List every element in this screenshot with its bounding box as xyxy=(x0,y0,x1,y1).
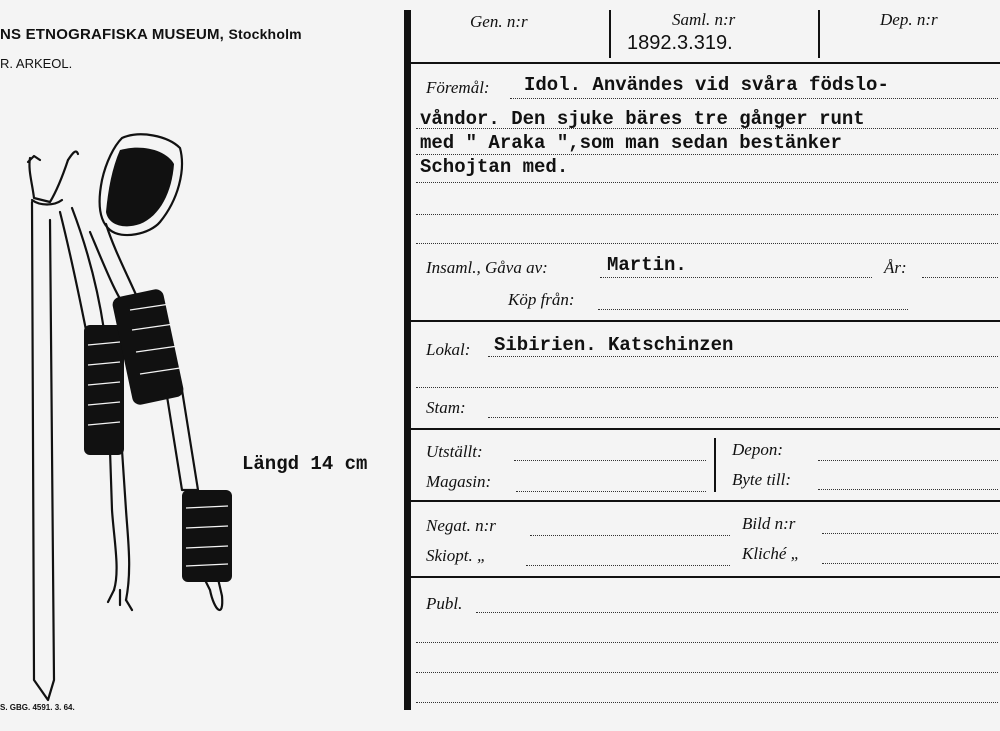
card-divider xyxy=(404,10,411,710)
bild-label: Bild n:r xyxy=(742,514,796,533)
utstallt-label: Utställt: xyxy=(426,442,483,461)
dotted-line xyxy=(818,460,998,461)
lokal-value: Sibirien. Katschinzen xyxy=(494,334,734,356)
dotted-line xyxy=(416,672,998,673)
dotted-line xyxy=(416,128,998,129)
foremal-line-4: Schojtan med. xyxy=(420,156,569,178)
dotted-line xyxy=(488,356,998,357)
dotted-line xyxy=(510,98,998,99)
dotted-line xyxy=(416,387,998,388)
saml-nr-value: 1892.3.319. xyxy=(627,32,733,54)
row-rule xyxy=(411,500,1000,502)
dotted-line xyxy=(526,565,730,566)
byte-till-label: Byte till: xyxy=(732,470,792,489)
header-separator xyxy=(609,10,611,58)
saml-nr-label: Saml. n:r xyxy=(672,10,736,29)
foremal-line-2: våndor. Den sjuke bäres tre gånger runt xyxy=(420,108,865,130)
dotted-line xyxy=(416,243,998,244)
dotted-line xyxy=(476,612,998,613)
publ-label: Publ. xyxy=(426,594,463,613)
dotted-line xyxy=(598,309,908,310)
dotted-line xyxy=(416,182,998,183)
foremal-label: Föremål: xyxy=(426,78,490,97)
dotted-line xyxy=(416,154,998,155)
header-separator xyxy=(818,10,820,58)
skiopt-label: Skiopt. „ xyxy=(426,546,487,565)
insaml-value: Martin. xyxy=(607,254,687,276)
dotted-line xyxy=(514,460,706,461)
dotted-line xyxy=(416,702,998,703)
foremal-line-1: Idol. Användes vid svåra födslo- xyxy=(524,74,889,96)
dotted-line xyxy=(516,491,706,492)
dotted-line xyxy=(488,417,998,418)
dotted-line xyxy=(822,563,998,564)
dotted-line xyxy=(818,489,998,490)
stam-label: Stam: xyxy=(426,398,466,417)
idol-sketch xyxy=(10,120,250,710)
museum-title: NS ETNOGRAFISKA MUSEUM, xyxy=(0,26,225,43)
department-label: R. ARKEOL. xyxy=(0,56,73,71)
insaml-label: Insaml., Gåva av: xyxy=(426,258,548,277)
length-note: Längd 14 cm xyxy=(242,453,368,475)
dotted-line xyxy=(822,533,998,534)
dotted-line xyxy=(416,642,998,643)
magasin-label: Magasin: xyxy=(426,472,492,491)
dotted-line xyxy=(530,535,730,536)
field-separator xyxy=(714,438,716,492)
dotted-line xyxy=(922,277,998,278)
museum-name xyxy=(0,26,302,43)
row-rule xyxy=(411,62,1000,64)
gen-nr-label: Gen. n:r xyxy=(470,12,528,31)
ar-label: År: xyxy=(884,258,907,277)
negat-label: Negat. n:r xyxy=(426,516,496,535)
kliche-label: Kliché „ xyxy=(742,544,801,563)
row-rule xyxy=(411,576,1000,578)
foremal-line-3: med " Araka ",som man sedan bestänker xyxy=(420,132,842,154)
depon-label: Depon: xyxy=(732,440,783,459)
lokal-label: Lokal: xyxy=(426,340,471,359)
dotted-line xyxy=(416,214,998,215)
print-code: S. GBG. 4591. 3. 64. xyxy=(0,703,75,712)
kop-fran-label: Köp från: xyxy=(508,290,575,309)
row-rule xyxy=(411,428,1000,430)
dep-nr-label: Dep. n:r xyxy=(880,10,938,29)
museum-city: Stockholm xyxy=(228,26,302,42)
row-rule xyxy=(411,320,1000,322)
dotted-line xyxy=(600,277,872,278)
